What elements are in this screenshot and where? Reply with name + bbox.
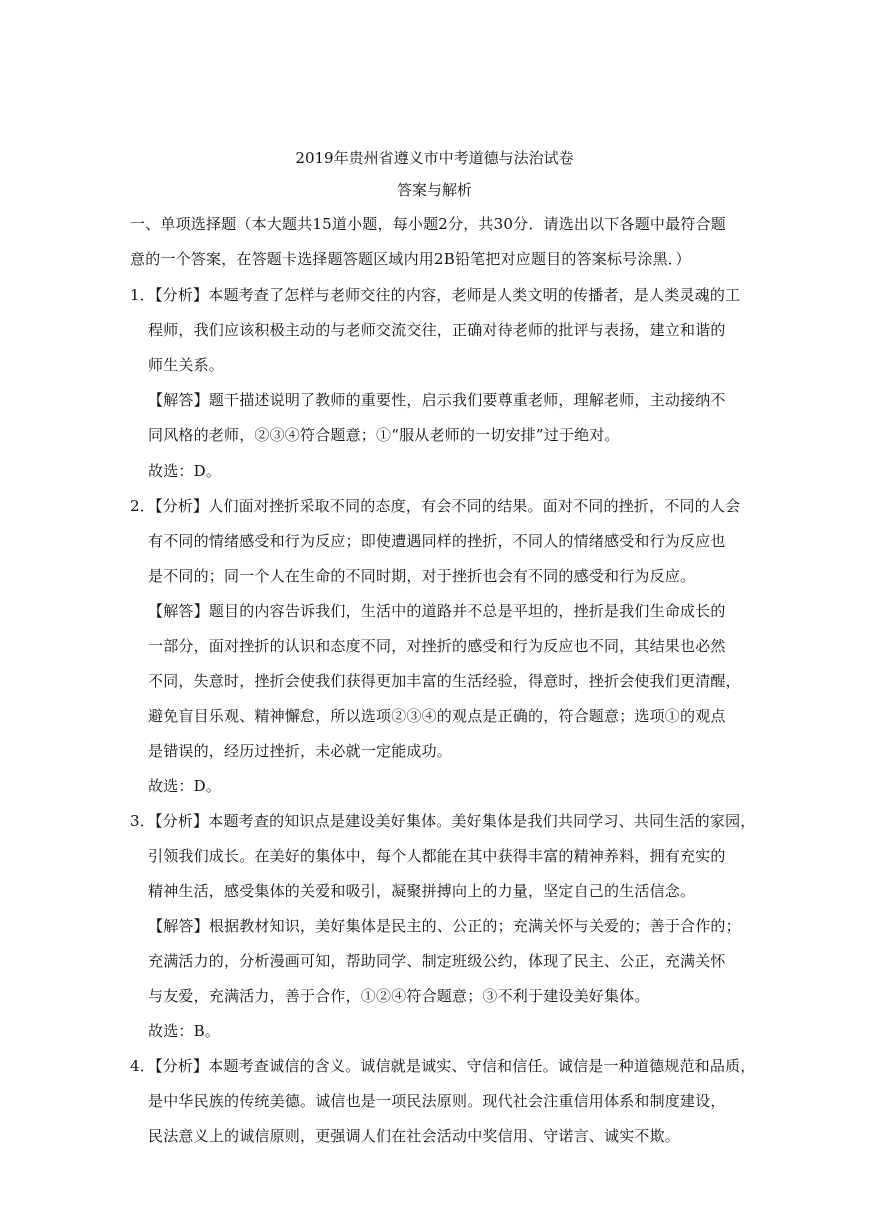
question-1-analysis-line: 师生关系。 <box>148 356 225 374</box>
question-1-analysis-line: 程师，我们应该积极主动的与老师交流交往，正确对待老师的批评与表扬，建立和谐的 <box>148 321 726 339</box>
question-4-analysis-line: 是中华民族的传统美德。诚信也是一项民法原则。现代社会注重信用体系和制度建设， <box>148 1092 726 1110</box>
question-1-answer-line: 同风格的老师，②③④符合题意；①“服从老师的一切安排”过于绝对。 <box>148 426 620 444</box>
answer-tag: 【解答】 <box>148 917 209 935</box>
question-2-analysis-line: 是不同的；同一个人在生命的不同时期，对于挫折也会有不同的感受和行为反应。 <box>148 567 696 585</box>
question-number: 2． <box>130 497 155 515</box>
question-number: 3． <box>130 812 155 830</box>
analysis-tag: 【分析】 <box>154 286 209 304</box>
analysis-text: 本题考查的知识点是建设美好集体。美好集体是我们共同学习、共同生活的家园， <box>208 812 756 830</box>
document-subtitle: 答案与解析 <box>396 181 472 199</box>
question-2-answer-line: 一部分，面对挫折的认识和态度不同，对挫折的感受和行为反应也不同，其结果也必然 <box>148 637 726 655</box>
analysis-tag: 【分析】 <box>154 497 209 515</box>
answer-tag: 【解答】 <box>148 602 209 620</box>
analysis-text: 本题考查了怎样与老师交往的内容，老师是人类文明的传播者，是人类灵魂的工 <box>208 286 741 304</box>
question-2-answer-line: 不同，失意时，挫折会使我们获得更加丰富的生活经验，得意时，挫折会使我们更清醒， <box>148 672 741 690</box>
question-2-answer-line: 是错误的，经历过挫折，未必就一定能成功。 <box>148 742 453 760</box>
question-3-answer-line: 与友爱，充满活力，善于合作，①②④符合题意；③不利于建设美好集体。 <box>148 987 650 1005</box>
question-number: 1． <box>130 286 155 304</box>
question-3-analysis-line: 精神生活，感受集体的关爱和吸引，凝聚拼搏向上的力量，坚定自己的生活信念。 <box>148 882 696 900</box>
question-number: 4． <box>130 1057 155 1075</box>
question-2-answer-line: 避免盲目乐观、精神懈怠，所以选项②③④的观点是正确的，符合题意；选项①的观点 <box>148 707 726 725</box>
question-3-choice: 故选：B。 <box>148 1022 221 1040</box>
question-1-analysis-line <box>130 285 740 305</box>
answer-tag: 【解答】 <box>148 391 209 409</box>
document-title: 2019年贵州省遵义市中考道德与法治试卷 <box>295 149 574 167</box>
question-3-analysis-line <box>130 811 755 831</box>
analysis-text: 人们面对挫折采取不同的态度，有会不同的结果。面对不同的挫折，不同的人会 <box>208 497 741 515</box>
question-1-choice: 故选：D。 <box>148 462 222 480</box>
question-2-answer-line <box>148 601 726 621</box>
question-3-analysis-line: 引领我们成长。在美好的集体中，每个人都能在其中获得丰富的精神养料，拥有充实的 <box>148 847 726 865</box>
section-heading-line: 意的一个答案，在答题卡选择题答题区域内用2B铅笔把对应题目的答案标号涂黑．） <box>130 250 691 268</box>
answer-text: 题干描述说明了教师的重要性，启示我们要尊重老师，理解老师，主动接纳不 <box>208 391 726 409</box>
question-1-answer-line <box>148 390 726 410</box>
question-2-analysis-line: 有不同的情绪感受和行为反应；即使遭遇同样的挫折，不同人的情绪感受和行为反应也 <box>148 532 726 550</box>
analysis-tag: 【分析】 <box>154 812 209 830</box>
answer-text: 题目的内容告诉我们，生活中的道路并不总是平坦的，挫折是我们生命成长的 <box>208 602 726 620</box>
section-heading-line: 一、单项选择题（本大题共15道小题，每小题2分，共30分．请选出以下各题中最符合题 <box>130 215 726 233</box>
analysis-tag: 【分析】 <box>154 1057 209 1075</box>
answer-text: 根据教材知识，美好集体是民主的、公正的；充满关怀与关爱的；善于合作的； <box>208 917 741 935</box>
question-2-analysis-line <box>130 496 740 516</box>
question-3-answer-line <box>148 916 741 936</box>
question-4-analysis-line <box>130 1056 755 1076</box>
analysis-text: 本题考查诚信的含义。诚信就是诚实、守信和信任。诚信是一种道德规范和品质， <box>208 1057 756 1075</box>
question-4-analysis-line: 民法意义上的诚信原则，更强调人们在社会活动中奖信用、守诺言、诚实不欺。 <box>148 1127 681 1145</box>
question-3-answer-line: 充满活力的，分析漫画可知，帮助同学、制定班级公约，体现了民主、公正，充满关怀 <box>148 952 726 970</box>
question-2-choice: 故选：D。 <box>148 777 222 795</box>
